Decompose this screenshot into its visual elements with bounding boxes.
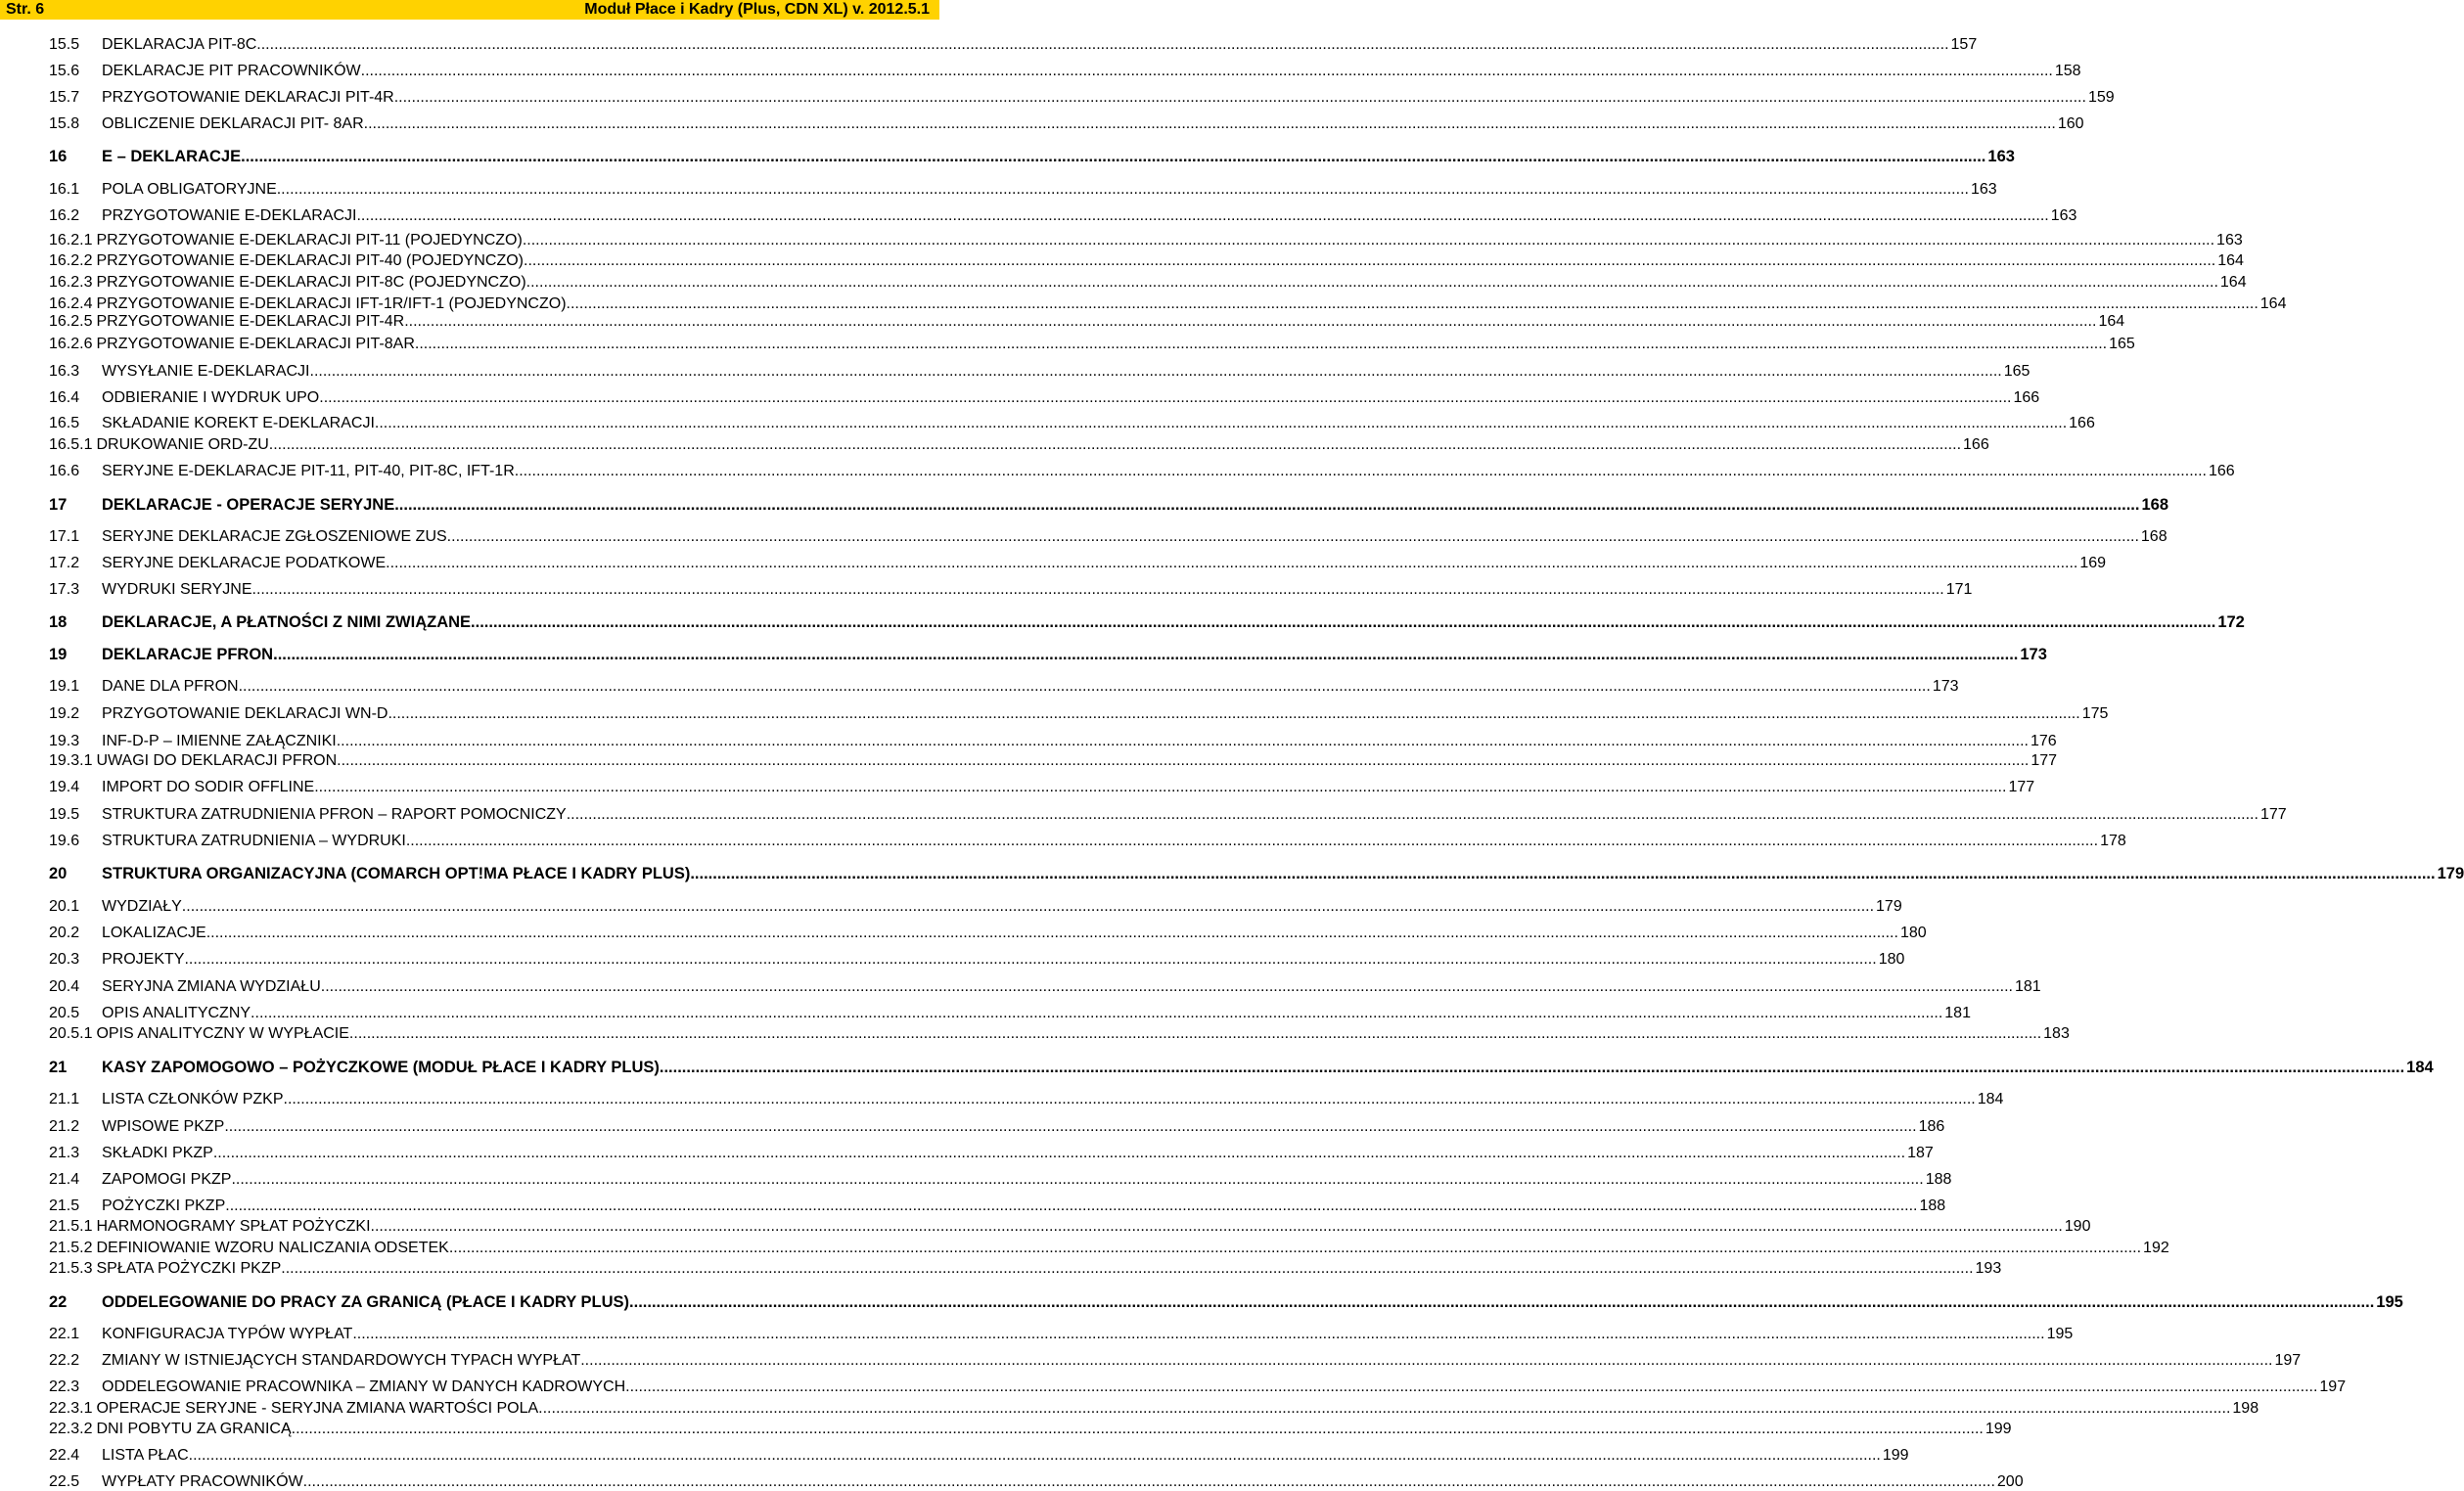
toc-entry-title: ODBIERANIE I WYDRUK UPO	[102, 389, 320, 406]
toc-entry-page: 164	[2098, 313, 2125, 330]
toc-entry-page: 195	[2376, 1293, 2403, 1311]
toc-entry-number: 16.2.6	[49, 336, 93, 352]
toc-entry-page: 165	[2003, 363, 2031, 380]
toc-leader-dots	[404, 313, 2096, 331]
toc-leader-dots	[388, 705, 2079, 723]
toc-entry-page: 164	[2217, 252, 2244, 269]
toc-entry-number: 22.3.2	[49, 1421, 93, 1437]
toc-entry	[49, 613, 2245, 632]
toc-leader-dots	[449, 1240, 2141, 1257]
toc-entry-page: 176	[2030, 733, 2057, 749]
toc-entry	[49, 1025, 2070, 1043]
toc-entry-number: 21.4	[49, 1171, 80, 1188]
toc-leader-dots	[213, 1145, 1905, 1162]
toc-entry-title: DEKLARACJA PIT-8C	[102, 36, 257, 53]
toc-entry-page: 197	[2274, 1352, 2302, 1369]
toc-entry-page: 158	[2054, 63, 2081, 79]
page-number-label: Str. 6	[6, 1, 45, 18]
toc-entry-title: SERYJNE E-DEKLARACJE PIT-11, PIT-40, PIT-8C, IFT-1R	[102, 463, 515, 479]
toc-entry-page: 173	[1932, 678, 1959, 695]
toc-leader-dots	[337, 733, 2029, 750]
toc-entry	[49, 1352, 2302, 1370]
toc-entry	[49, 1260, 2002, 1278]
toc-entry-number: 21.2	[49, 1118, 80, 1135]
toc-entry-title: SERYJNA ZMIANA WYDZIAŁU	[102, 978, 321, 995]
toc-entry-number: 19	[49, 646, 68, 663]
toc-entry-number: 16.3	[49, 363, 80, 380]
toc-entry-number: 19.3	[49, 733, 80, 749]
toc-entry-number: 20.5	[49, 1005, 80, 1021]
toc-leader-dots	[314, 779, 2006, 796]
toc-entry-page: 180	[1899, 925, 1927, 941]
toc-entry	[49, 274, 2247, 292]
toc-entry-title: PRZYGOTOWANIE E-DEKLARACJI PIT-8AR	[96, 336, 415, 352]
toc-entry-title: OBLICZENIE DEKLARACJI PIT- 8AR	[102, 115, 364, 132]
toc-leader-dots	[580, 1352, 2272, 1370]
toc-entry	[49, 63, 2081, 80]
toc-entry-title: STRUKTURA ORGANIZACYJNA (COMARCH OPT!MA PŁACE I KADRY PLUS)	[102, 865, 691, 882]
toc-entry	[49, 463, 2235, 480]
toc-leader-dots	[386, 555, 2077, 572]
toc-entry-page: 164	[2259, 295, 2287, 312]
toc-entry-page: 186	[1918, 1118, 1945, 1135]
toc-entry-number: 21	[49, 1059, 68, 1076]
toc-entry	[49, 1421, 2012, 1438]
toc-leader-dots	[239, 678, 1931, 696]
toc-entry-number: 17.1	[49, 528, 80, 545]
toc-entry-page: 163	[1987, 148, 2015, 165]
toc-leader-dots	[515, 463, 2207, 480]
toc-entry-title: OPERACJE SERYJNE - SERYJNA ZMIANA WARTOŚCI POLA	[96, 1400, 539, 1417]
toc-entry	[49, 336, 2135, 353]
toc-entry-page: 166	[2208, 463, 2235, 479]
toc-entry	[49, 207, 2077, 225]
toc-entry-title: PROJEKTY	[102, 951, 185, 968]
toc-entry	[49, 865, 2464, 883]
toc-entry	[49, 1447, 1909, 1465]
toc-entry-number: 15.6	[49, 63, 80, 79]
toc-entry-page: 195	[2046, 1326, 2074, 1342]
toc-entry-title: SKŁADANIE KOREKT E-DEKLARACJI	[102, 415, 375, 431]
toc-leader-dots	[629, 1293, 2374, 1312]
toc-entry	[49, 496, 2168, 515]
toc-entry-title: DEKLARACJE PFRON	[102, 646, 274, 663]
toc-leader-dots	[364, 115, 2056, 133]
toc-leader-dots	[273, 646, 2018, 664]
toc-entry-page: 163	[2050, 207, 2077, 224]
toc-entry-number: 16.2.1	[49, 232, 93, 248]
toc-entry-number: 21.5	[49, 1197, 80, 1214]
toc-entry-title: DANE DLA PFRON	[102, 678, 239, 695]
toc-entry	[49, 678, 1959, 696]
toc-entry-number: 16.5.1	[49, 436, 93, 453]
toc-entry-number: 17	[49, 496, 68, 514]
toc-entry-title: LISTA PŁAC	[102, 1447, 189, 1464]
toc-entry-title: ZMIANY W ISTNIEJĄCYCH STANDARDOWYCH TYPACH WYPŁAT	[102, 1352, 581, 1369]
toc-leader-dots	[231, 1171, 1923, 1189]
toc-entry	[49, 295, 2287, 313]
toc-entry-page: 187	[1907, 1145, 1934, 1161]
toc-entry	[49, 528, 2167, 546]
toc-entry-title: POLA OBLIGATORYJNE	[102, 181, 277, 198]
toc-entry-page: 193	[1975, 1260, 2002, 1277]
toc-entry-number: 19.6	[49, 833, 80, 849]
toc-entry-title: ZAPOMOGI PKZP	[102, 1171, 232, 1188]
toc-entry-page: 173	[2020, 646, 2047, 663]
toc-entry-title: PRZYGOTOWANIE E-DEKLARACJI PIT-8C (POJEDYNCZO)	[96, 274, 526, 291]
toc-leader-dots	[394, 89, 2086, 107]
toc-entry	[49, 1091, 2004, 1108]
toc-leader-dots	[182, 898, 1874, 916]
toc-leader-dots	[352, 1326, 2044, 1343]
module-version-label: Moduł Płace i Kadry (Plus, CDN XL) v. 2012.5.1	[584, 1, 930, 18]
toc-leader-dots	[523, 232, 2214, 249]
toc-entry	[49, 1326, 2074, 1343]
toc-entry-page: 164	[2219, 274, 2247, 291]
toc-entry-page: 184	[2406, 1059, 2434, 1076]
toc-entry-title: ODDELEGOWANIE DO PRACY ZA GRANICĄ (PŁACE I KADRY PLUS)	[102, 1293, 630, 1311]
toc-leader-dots	[524, 252, 2215, 270]
toc-entry	[49, 1197, 1946, 1215]
toc-entry-number: 22	[49, 1293, 68, 1311]
toc-entry-page: 168	[2140, 528, 2167, 545]
toc-entry	[49, 705, 2109, 723]
toc-entry-title: PRZYGOTOWANIE E-DEKLARACJI IFT-1R/IFT-1 (POJEDYNCZO)	[96, 295, 567, 312]
toc-leader-dots	[567, 806, 2259, 824]
toc-leader-dots	[241, 148, 1985, 166]
toc-leader-dots	[319, 389, 2011, 407]
toc-leader-dots	[281, 1260, 1973, 1278]
toc-entry-page: 198	[2232, 1400, 2259, 1417]
toc-entry-number: 17.3	[49, 581, 80, 598]
toc-entry-number: 16.2.2	[49, 252, 93, 269]
toc-entry-page: 183	[2043, 1025, 2070, 1042]
toc-entry-number: 17.2	[49, 555, 80, 571]
toc-leader-dots	[690, 865, 2435, 883]
toc-entry	[49, 1240, 2169, 1257]
toc-leader-dots	[660, 1059, 2404, 1077]
toc-entry-title: HARMONOGRAMY SPŁAT POŻYCZKI	[96, 1218, 371, 1235]
toc-leader-dots	[310, 363, 2002, 381]
toc-entry-number: 19.3.1	[49, 752, 93, 769]
toc-entry	[49, 1218, 2091, 1236]
toc-entry-number: 19.1	[49, 678, 80, 695]
toc-entry-page: 181	[2014, 978, 2041, 995]
toc-entry-page: 163	[2216, 232, 2243, 248]
toc-entry-title: STRUKTURA ZATRUDNIENIA – WYDRUKI	[102, 833, 406, 849]
toc-entry-title: DEKLARACJE - OPERACJE SERYJNE	[102, 496, 395, 514]
toc-entry-number: 22.3.1	[49, 1400, 93, 1417]
toc-entry-title: ODDELEGOWANIE PRACOWNIKA – ZMIANY W DANYCH KADROWYCH	[102, 1378, 626, 1395]
toc-leader-dots	[337, 752, 2029, 770]
toc-entry	[49, 363, 2031, 381]
toc-entry-page: 188	[1925, 1171, 1952, 1188]
toc-entry-number: 20	[49, 865, 68, 882]
toc-leader-dots	[252, 581, 1944, 599]
toc-entry-title: DNI POBYTU ZA GRANICĄ	[96, 1421, 292, 1437]
toc-leader-dots	[538, 1400, 2230, 1418]
toc-entry-number: 20.4	[49, 978, 80, 995]
toc-entry-number: 15.5	[49, 36, 80, 53]
toc-entry-page: 172	[2217, 613, 2245, 631]
toc-entry-number: 15.8	[49, 115, 80, 132]
toc-entry-page: 180	[1878, 951, 1905, 968]
toc-entry-title: SERYJNE DEKLARACJE ZGŁOSZENIOWE ZUS	[102, 528, 447, 545]
toc-entry	[49, 1059, 2434, 1077]
toc-entry-number: 19.4	[49, 779, 80, 795]
page-header	[0, 0, 939, 20]
toc-entry-page: 181	[1944, 1005, 1971, 1021]
toc-entry-page: 169	[2079, 555, 2107, 571]
toc-entry	[49, 806, 2287, 824]
toc-entry-page: 166	[2069, 415, 2095, 431]
toc-entry-title: IMPORT DO SODIR OFFLINE	[102, 779, 315, 795]
toc-entry-title: PRZYGOTOWANIE DEKLARACJI PIT-4R	[102, 89, 394, 106]
toc-entry-title: DEFINIOWANIE WZORU NALICZANIA ODSETEK	[96, 1240, 449, 1256]
toc-entry-number: 16.2.3	[49, 274, 93, 291]
toc-entry-title: PRZYGOTOWANIE E-DEKLARACJI	[102, 207, 357, 224]
toc-leader-dots	[356, 207, 2048, 225]
toc-entry	[49, 1378, 2347, 1396]
toc-leader-dots	[471, 613, 2215, 632]
toc-entry-page: 168	[2141, 496, 2168, 514]
toc-entry-page: 197	[2319, 1378, 2347, 1395]
toc-entry-title: SERYJNE DEKLARACJE PODATKOWE	[102, 555, 387, 571]
toc-entry-number: 20.1	[49, 898, 80, 915]
toc-entry-number: 16.2.5	[49, 313, 93, 330]
toc-entry-page: 200	[1996, 1473, 2024, 1490]
toc-entry-page: 177	[2259, 806, 2287, 823]
toc-entry-number: 21.5.2	[49, 1240, 93, 1256]
toc-entry-number: 22.3	[49, 1378, 80, 1395]
toc-entry-number: 16.5	[49, 415, 80, 431]
toc-entry-title: LISTA CZŁONKÓW PZKP	[102, 1091, 284, 1107]
toc-entry	[49, 36, 1978, 54]
toc-entry-title: DEKLARACJE, A PŁATNOŚCI Z NIMI ZWIĄZANE	[102, 613, 472, 631]
toc-entry	[49, 752, 2058, 770]
toc-entry-title: WYSYŁANIE E-DEKLARACJI	[102, 363, 310, 380]
toc-entry	[49, 1171, 1952, 1189]
toc-entry-number: 20.5.1	[49, 1025, 93, 1042]
toc-entry-title: SPŁATA POŻYCZKI PKZP	[96, 1260, 282, 1277]
toc-leader-dots	[321, 978, 2013, 996]
toc-entry-number: 16.2	[49, 207, 80, 224]
toc-entry	[49, 1400, 2259, 1418]
toc-entry-page: 166	[1963, 436, 1989, 453]
toc-entry	[49, 232, 2243, 249]
toc-entry-title: UWAGI DO DEKLARACJI PFRON	[96, 752, 338, 769]
toc-entry-title: WYDZIAŁY	[102, 898, 182, 915]
toc-entry-page: 171	[1945, 581, 1973, 598]
toc-entry-number: 15.7	[49, 89, 80, 106]
toc-leader-dots	[415, 336, 2107, 353]
toc-entry-title: OPIS ANALITYCZNY	[102, 1005, 251, 1021]
toc-entry	[49, 733, 2057, 750]
toc-entry-number: 21.1	[49, 1091, 80, 1107]
toc-entry-title: PRZYGOTOWANIE E-DEKLARACJI PIT-11 (POJEDYNCZO)	[96, 232, 523, 248]
toc-leader-dots	[189, 1447, 1881, 1465]
toc-entry-page: 199	[1985, 1421, 2012, 1437]
toc-entry	[49, 978, 2041, 996]
toc-entry	[49, 415, 2095, 432]
toc-leader-dots	[394, 496, 2139, 515]
toc-entry-number: 21.5.1	[49, 1218, 93, 1235]
toc-entry	[49, 1118, 1945, 1136]
toc-entry-title: E – DEKLARACJE	[102, 148, 242, 165]
toc-entry	[49, 148, 2015, 166]
toc-entry	[49, 925, 1927, 942]
toc-leader-dots	[256, 36, 1948, 54]
toc-entry-page: 165	[2109, 336, 2135, 352]
toc-entry-number: 22.2	[49, 1352, 80, 1369]
toc-entry	[49, 833, 2126, 850]
toc-entry-page: 184	[1977, 1091, 2004, 1107]
toc-entry-page: 177	[2008, 779, 2035, 795]
toc-leader-dots	[526, 274, 2218, 292]
toc-leader-dots	[447, 528, 2139, 546]
toc-entry-title: PRZYGOTOWANIE E-DEKLARACJI PIT-40 (POJEDYNCZO)	[96, 252, 524, 269]
toc-entry-number: 21.3	[49, 1145, 80, 1161]
toc-entry-page: 179	[2437, 865, 2464, 882]
toc-entry-page: 163	[1970, 181, 1997, 198]
toc-leader-dots	[284, 1091, 1976, 1108]
toc-entry-number: 19.5	[49, 806, 80, 823]
toc-entry-number: 16.1	[49, 181, 80, 198]
toc-entry-title: KONFIGURACJA TYPÓW WYPŁAT	[102, 1326, 353, 1342]
toc-leader-dots	[292, 1421, 1984, 1438]
toc-entry-page: 178	[2100, 833, 2126, 849]
toc-leader-dots	[625, 1378, 2317, 1396]
toc-entry	[49, 898, 1902, 916]
toc-entry-title: WYPŁATY PRACOWNIKÓW	[102, 1473, 303, 1490]
toc-entry	[49, 389, 2040, 407]
toc-entry-number: 16.6	[49, 463, 80, 479]
toc-leader-dots	[206, 925, 1898, 942]
toc-entry	[49, 1005, 1971, 1022]
toc-entry-page: 159	[2087, 89, 2115, 106]
toc-entry-page: 160	[2057, 115, 2084, 132]
toc-entry-number: 22.1	[49, 1326, 80, 1342]
toc-entry-title: POŻYCZKI PKZP	[102, 1197, 226, 1214]
toc-entry	[49, 951, 1905, 969]
toc-entry-title: STRUKTURA ZATRUDNIENIA PFRON – RAPORT POMOCNICZY	[102, 806, 567, 823]
toc-entry-number: 21.5.3	[49, 1260, 93, 1277]
toc-entry-page: 192	[2143, 1240, 2169, 1256]
toc-entry-title: PRZYGOTOWANIE E-DEKLARACJI PIT-4R	[96, 313, 405, 330]
toc-entry	[49, 1293, 2403, 1312]
toc-leader-dots	[269, 436, 1961, 454]
toc-entry	[49, 1145, 1934, 1162]
toc-entry-number: 16	[49, 148, 68, 165]
toc-leader-dots	[371, 1218, 2063, 1236]
toc-leader-dots	[184, 951, 1876, 969]
toc-entry-page: 177	[2031, 752, 2058, 769]
toc-entry-title: KASY ZAPOMOGOWO – POŻYCZKOWE (MODUŁ PŁACE I KADRY PLUS)	[102, 1059, 660, 1076]
toc-entry	[49, 779, 2035, 796]
toc-leader-dots	[303, 1473, 1995, 1491]
toc-entry-title: WYDRUKI SERYJNE	[102, 581, 252, 598]
toc-entry-number: 20.3	[49, 951, 80, 968]
toc-entry-title: OPIS ANALITYCZNY W WYPŁACIE	[96, 1025, 349, 1042]
toc-leader-dots	[251, 1005, 1942, 1022]
toc-leader-dots	[349, 1025, 2041, 1043]
toc-entry-page: 190	[2064, 1218, 2091, 1235]
toc-entry	[49, 115, 2084, 133]
toc-entry-page: 175	[2081, 705, 2109, 722]
toc-entry	[49, 555, 2107, 572]
toc-leader-dots	[375, 415, 2067, 432]
toc-entry	[49, 1473, 2024, 1491]
toc-entry-page: 157	[1950, 36, 1978, 53]
toc-leader-dots	[225, 1197, 1917, 1215]
toc-entry-title: PRZYGOTOWANIE DEKLARACJI WN-D	[102, 705, 388, 722]
toc-entry	[49, 581, 1973, 599]
toc-entry-number: 16.2.4	[49, 295, 93, 312]
toc-entry-title: LOKALIZACJE	[102, 925, 206, 941]
toc-entry-number: 18	[49, 613, 68, 631]
toc-entry-page: 188	[1919, 1197, 1946, 1214]
toc-leader-dots	[406, 833, 2098, 850]
toc-entry-number: 22.5	[49, 1473, 80, 1490]
toc-entry-number: 20.2	[49, 925, 80, 941]
toc-entry-title: DRUKOWANIE ORD-ZU	[96, 436, 269, 453]
toc-entry-title: INF-D-P – IMIENNE ZAŁĄCZNIKI	[102, 733, 337, 749]
toc-entry-title: WPISOWE PKZP	[102, 1118, 225, 1135]
toc-entry-page: 166	[2013, 389, 2040, 406]
toc-entry	[49, 252, 2244, 270]
toc-entry	[49, 181, 1997, 199]
toc-entry-title: DEKLARACJE PIT PRACOWNIKÓW	[102, 63, 361, 79]
toc-leader-dots	[361, 63, 2053, 80]
toc-entry-title: SKŁADKI PKZP	[102, 1145, 213, 1161]
toc-entry-number: 22.4	[49, 1447, 80, 1464]
toc-leader-dots	[277, 181, 1969, 199]
toc-entry	[49, 313, 2125, 331]
toc-entry	[49, 89, 2115, 107]
toc-leader-dots	[224, 1118, 1916, 1136]
toc-leader-dots	[567, 295, 2259, 313]
toc-entry	[49, 646, 2047, 664]
toc-entry-page: 199	[1882, 1447, 1909, 1464]
toc-entry-number: 16.4	[49, 389, 80, 406]
toc-entry-number: 19.2	[49, 705, 80, 722]
toc-entry	[49, 436, 1989, 454]
toc-entry-page: 179	[1876, 898, 1902, 915]
